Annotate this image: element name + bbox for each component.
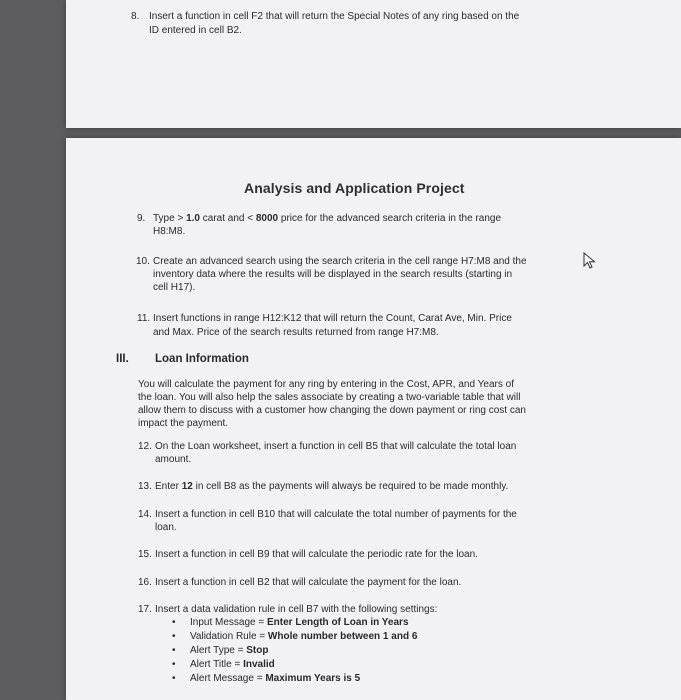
- item-10-line-3: cell H17).: [153, 282, 196, 293]
- section-numeral: III.: [116, 353, 129, 365]
- bullet-icon: •: [172, 617, 176, 628]
- item-17-line-1: Insert a data validation rule in cell B7 with the following settings:: [155, 604, 438, 615]
- item-15-line-1: Insert a function in cell B9 that will calculate the periodic rate for the loan.: [155, 549, 478, 560]
- bullet-icon: •: [172, 631, 176, 642]
- item-13-number: 13.: [138, 481, 152, 492]
- item-16-line-1: Insert a function in cell B2 that will calculate the payment for the loan.: [155, 577, 462, 588]
- item-11-line-2: and Max. Price of the search results returned from range H7:M8.: [153, 327, 439, 338]
- mouse-pointer-icon: [583, 252, 597, 270]
- section-title: Loan Information: [155, 353, 249, 365]
- page-title: Analysis and Application Project: [244, 180, 465, 196]
- item-12-line-2: amount.: [155, 454, 192, 465]
- list-item: • Input Message = Enter Length of Loan in Years: [172, 617, 409, 628]
- bullet-icon: •: [172, 673, 176, 684]
- item-10-line-2: inventory data where the results will be displayed in the search results (starting in: [153, 269, 513, 280]
- item-14-line-1: Insert a function in cell B10 that will calculate the total number of payments for the: [155, 509, 517, 520]
- item-15-number: 15.: [138, 549, 152, 560]
- item-12-line-1: On the Loan worksheet, insert a function in cell B5 that will calculate the total loan: [155, 441, 517, 452]
- list-item: • Validation Rule = Whole number between 1 and 6: [172, 631, 418, 642]
- item-16-number: 16.: [138, 577, 152, 588]
- item-17-number: 17.: [138, 604, 152, 615]
- item-8-number: 8.: [131, 11, 140, 22]
- item-11-line-1: Insert functions in range H12:K12 that will return the Count, Carat Ave, Min. Price: [153, 313, 512, 324]
- bullet-icon: •: [172, 645, 176, 656]
- item-11-number: 11.: [137, 313, 151, 324]
- section-intro-line-1: You will calculate the payment for any ring by entering in the Cost, APR, and Years of: [138, 379, 514, 390]
- item-9-number: 9.: [137, 213, 146, 224]
- item-13-line-1: Enter 12 in cell B8 as the payments will always be required to be made monthly.: [155, 481, 509, 492]
- list-item: • Alert Type = Stop: [172, 645, 269, 656]
- item-10-number: 10.: [136, 256, 150, 267]
- item-8-line-1: Insert a function in cell F2 that will return the Special Notes of any ring based on the: [149, 11, 520, 22]
- section-intro-line-3: allow them to discuss with a customer how changing the down payment or ring cost can: [138, 405, 526, 416]
- item-12-number: 12.: [138, 441, 152, 452]
- item-14-number: 14.: [138, 509, 152, 520]
- section-intro-line-2: the loan. You will also help the sales associate by creating a two-variable table that will: [138, 392, 521, 403]
- list-item: • Alert Title = Invalid: [172, 659, 275, 670]
- item-9-line-2: H8:M8.: [153, 226, 186, 237]
- section-intro-line-4: impact the payment.: [138, 418, 229, 429]
- list-item: • Alert Message = Maximum Years is 5: [172, 673, 361, 684]
- bullet-icon: •: [172, 659, 176, 670]
- item-14-line-2: loan.: [155, 522, 177, 533]
- item-9-line-1: Type > 1.0 carat and < 8000 price for the advanced search criteria in the range: [153, 213, 502, 224]
- item-10-line-1: Create an advanced search using the search criteria in the cell range H7:M8 and the: [153, 256, 527, 267]
- item-8-line-2: ID entered in cell B2.: [149, 25, 242, 36]
